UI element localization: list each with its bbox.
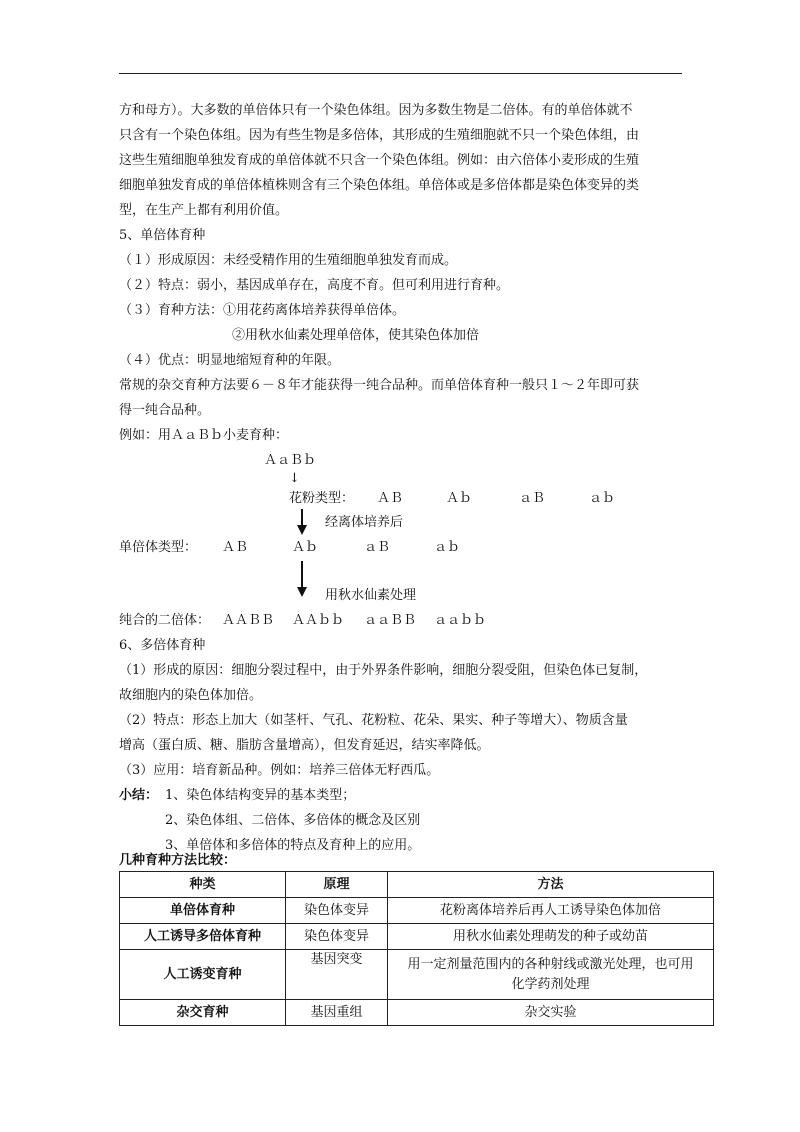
intro-line: 型，在生产上都有利用价值。 (119, 203, 289, 218)
row-principle: 染色体变异 (286, 924, 388, 950)
s5-point-2: （２）特点：弱小，基因成单存在，高度不育。但可利用进行育种。 (119, 278, 510, 293)
down-arrow (301, 509, 303, 533)
s5-point-1: （１）形成原因：未经受精作用的生殖细胞单独发育而成。 (119, 253, 458, 268)
header-type: 种类 (120, 872, 286, 898)
diploid-type: ＡＡＢＢ (222, 613, 275, 628)
row-name: 人工诱导多倍体育种 (120, 924, 286, 950)
s6-point-1: （1）形成的原因：细胞分裂过程中，由于外界条件影响，细胞分裂受阻，但染色体已复制， (119, 663, 648, 678)
pollen-type: ａＢ (519, 491, 546, 506)
row-principle: 基因突变 (286, 950, 388, 1000)
row-method: 杂交实验 (388, 1000, 714, 1026)
down-arrow (301, 561, 303, 595)
row-method: 花粉离体培养后再人工诱导染色体加倍 (388, 898, 714, 924)
table-row (120, 950, 714, 1000)
intro-line: 这些生殖细胞单独发育成的单倍体就不只含一个染色体组。例如：由六倍体小麦形成的生殖 (119, 153, 640, 168)
summary-label: 小结： (119, 788, 159, 803)
diploid-type: ａａＢＢ (364, 613, 417, 628)
pollen-type: Ａｂ (446, 491, 473, 506)
s5-point-3: （３）育种方法：①用花药离体培养获得单倍体。 (119, 303, 406, 318)
table-header-row (120, 872, 714, 898)
pollen-label: 花粉类型： (289, 491, 355, 506)
header-rule (119, 73, 682, 74)
header-method: 方法 (388, 872, 714, 898)
row-name: 杂交育种 (120, 1000, 286, 1026)
haploid-type: ａｂ (434, 540, 461, 555)
section-5-title: 5、单倍体育种 (119, 228, 206, 243)
summary-item: 3、单倍体和多倍体的特点及育种上的应用。 (165, 838, 421, 853)
row-principle: 染色体变异 (286, 898, 388, 924)
intro-line: 只含有一个染色体组。因为有些生物是多倍体，其形成的生殖细胞就不只一个染色体组，由 (119, 128, 640, 143)
intro-line: 方和母方）。大多数的单倍体只有一个染色体组。因为多数生物是二倍体。有的单倍体就不 (119, 103, 633, 118)
s5-comment-line: 常规的杂交育种方法要６－８年才能获得一纯合品种。而单倍体育种一般只１～２年即可获 (119, 378, 640, 393)
pollen-type: ａｂ (589, 491, 616, 506)
intro-line: 细胞单独发育成的单倍体植株则含有三个染色体组。单倍体或是多倍体都是染色体变异的类 (119, 178, 640, 193)
summary-item: 2、染色体组、二倍体、多倍体的概念及区别 (165, 813, 421, 828)
haploid-label: 单倍体类型： (119, 540, 198, 555)
row-method: 用秋水仙素处理萌发的种子或幼苗 (388, 924, 714, 950)
row-name: 单倍体育种 (120, 898, 286, 924)
s5-comment-line: 得一纯合品种。 (119, 403, 211, 418)
row-name: 人工诱变育种 (120, 950, 286, 1000)
pollen-type: ＡＢ (377, 491, 404, 506)
s6-point-2-cont: 增高（蛋白质、糖、脂肪含量增高），但发育延迟，结实率降低。 (119, 738, 490, 753)
comparison-table (119, 871, 714, 1026)
row-method-line: 用一定剂量范围内的各种射线或激光处理，也可用 (407, 956, 694, 972)
row-method-line: 化学药剂处理 (511, 976, 590, 992)
diploid-type: ＡＡｂｂ (292, 613, 345, 628)
row-method (388, 950, 714, 1000)
haploid-type: ＡＢ (222, 540, 249, 555)
step-label: 经离体培养后 (325, 515, 404, 530)
s6-point-3: （3）应用：培育新品种。例如：培养三倍体无籽西瓜。 (119, 763, 440, 778)
diploid-label: 纯合的二倍体： (119, 613, 211, 628)
header-principle: 原理 (286, 872, 388, 898)
section-6-title: 6、多倍体育种 (119, 638, 206, 653)
parent-genotype: ＡａＢｂ (264, 453, 317, 468)
row-principle: 基因重组 (286, 1000, 388, 1026)
s5-point-3-second: ②用秋水仙素处理单倍体，使其染色体加倍 (232, 328, 480, 343)
table-row (120, 898, 714, 924)
table-row (120, 1000, 714, 1026)
haploid-type: Ａｂ (292, 540, 319, 555)
step-label: 用秋水仙素处理 (325, 588, 417, 603)
small-down-arrow: ↓ (289, 471, 300, 486)
s5-point-4: （４）优点：明显地缩短育种的年限。 (119, 353, 341, 368)
summary-item: 1、染色体结构变异的基本类型； (165, 788, 356, 803)
example-title: 例如：用ＡａＢｂ小麦育种： (119, 428, 289, 443)
s6-point-2: （2）特点：形态上加大（如茎杆、气孔、花粉粒、花朵、果实、种子等增大）、物质含量 (119, 713, 628, 728)
table-row (120, 924, 714, 950)
haploid-type: ａＢ (364, 540, 391, 555)
s6-point-1-cont: 故细胞内的染色体加倍。 (119, 688, 263, 703)
comparison-title: 几种育种方法比较： (119, 853, 237, 868)
diploid-type: ａａｂｂ (434, 613, 487, 628)
